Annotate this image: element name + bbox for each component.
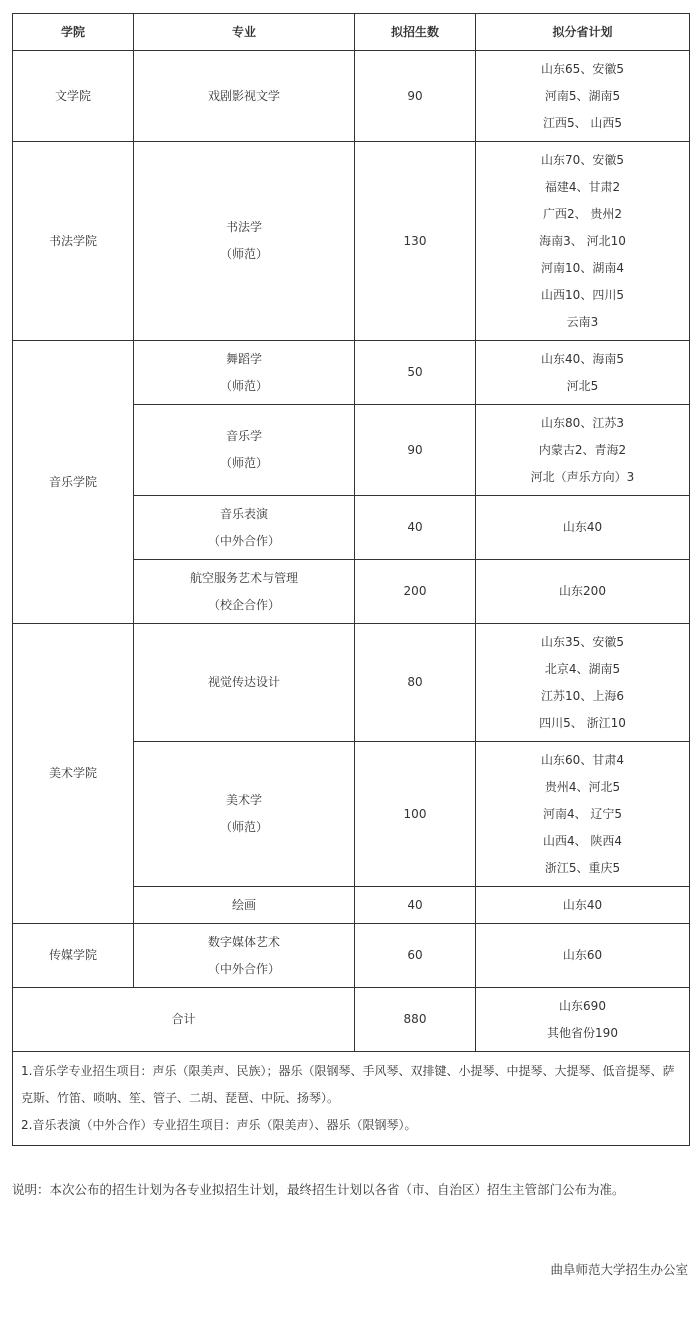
notes-row [13,1052,690,1146]
province-plan-line: 北京4、湖南5 [544,661,621,676]
college-cell: 美术学院 [13,624,134,924]
major-name-line: 绘画 [231,897,256,912]
total-plan-line: 其他省份190 [547,1025,618,1040]
province-plan-line: 广西2、 贵州2 [542,206,623,221]
college-cell: 音乐学院 [13,341,134,624]
count-cell: 130 [355,142,476,341]
table-row [13,142,690,341]
college-cell: 书法学院 [13,142,134,341]
header-province-plan: 拟分省计划 [476,14,690,51]
count-cell: 100 [355,742,476,887]
total-plan-line: 山东690 [559,998,606,1013]
count-cell: 40 [355,887,476,924]
major-cell [134,924,355,988]
province-plan-line: 河北5 [566,378,599,393]
explanation-text: 说明：本次公布的招生计划为各专业拟招生计划，最终招生计划以各省（市、自治区）招生主管部门公布为准。 [12,1182,625,1197]
major-cell [134,496,355,560]
major-name-line: （师范） [219,820,268,834]
major-cell [134,405,355,496]
count-cell: 90 [355,51,476,142]
major-name-line: 视觉传达设计 [207,675,280,689]
major-name-line: 音乐学 [225,429,262,443]
table-row [13,924,690,988]
admission-plan-table-container [12,13,689,1146]
province-plan-line: 山西4、 陕西4 [542,833,623,848]
count-cell: 80 [355,624,476,742]
province-plan-cell [476,624,690,742]
count-cell: 40 [355,496,476,560]
total-label: 合计 [13,988,355,1052]
province-plan-line: 山东40 [562,897,603,912]
total-count: 880 [355,988,476,1052]
major-cell [134,51,355,142]
province-plan-line: 云南3 [566,314,599,329]
count-cell: 200 [355,560,476,624]
major-name-line: （师范） [219,247,268,261]
admission-plan-table [12,13,690,1146]
table-row [13,341,690,405]
province-plan-line: 江苏10、上海6 [541,688,624,703]
province-plan-line: 山东35、安徽5 [541,634,624,649]
total-province-plan [476,988,690,1052]
province-plan-line: 山东40 [562,520,603,534]
province-plan-cell [476,924,690,988]
province-plan-line: 海南3、 河北10 [539,233,626,248]
major-cell [134,624,355,742]
province-plan-line: 河南10、湖南4 [541,260,624,275]
count-cell: 50 [355,341,476,405]
province-plan-line: 山东70、安徽5 [541,152,624,167]
province-plan-cell [476,51,690,142]
count-cell: 60 [355,924,476,988]
note-line: 1.音乐学专业招生项目：声乐（限美声、民族）；器乐（限钢琴、手风琴、双排键、小提琴、中提琴、大提琴、低音提琴、萨克斯、竹笛、唢呐、笙、管子、二胡、琵琶、中阮、扬琴）。 [21,1064,675,1105]
province-plan-line: 山东60、甘肃4 [541,752,624,767]
major-name-line: 美术学 [225,793,262,807]
header-major: 专业 [134,14,355,51]
major-name-line: （校企合作） [207,597,280,612]
province-plan-line: 山西10、四川5 [541,287,624,302]
major-name-line: （师范） [219,378,268,393]
province-plan-line: 山东65、安徽5 [541,61,624,76]
major-name-line: （中外合作） [207,961,280,976]
province-plan-line: 河南5、湖南5 [544,88,621,103]
major-name-line: （师范） [219,456,268,470]
province-plan-line: 山东80、江苏3 [541,415,624,430]
province-plan-line: 河南4、 辽宁5 [542,806,623,821]
major-name-line: 数字媒体艺术 [207,934,280,949]
province-plan-line: 河北（声乐方向）3 [530,469,635,484]
college-cell: 文学院 [13,51,134,142]
major-name-line: 音乐表演 [219,506,268,521]
province-plan-cell [476,560,690,624]
major-name-line: 舞蹈学 [225,351,262,366]
header-count: 拟招生数 [355,14,476,51]
major-name-line: 戏剧影视文学 [207,88,280,103]
major-cell [134,341,355,405]
major-name-line: 航空服务艺术与管理 [189,570,298,585]
major-cell [134,742,355,887]
college-cell: 传媒学院 [13,924,134,988]
signature-text: 曲阜师范大学招生办公室 [550,1262,688,1277]
total-row [13,988,690,1052]
province-plan-line: 山东60 [562,948,603,962]
major-cell [134,887,355,924]
province-plan-line: 贵州4、河北5 [544,779,621,794]
province-plan-cell [476,405,690,496]
table-body [13,51,690,1146]
table-row [13,624,690,742]
province-plan-line: 江西5、 山西5 [542,115,623,130]
major-cell [134,142,355,341]
notes-cell [13,1052,690,1146]
count-cell: 90 [355,405,476,496]
major-name-line: 书法学 [225,220,262,234]
table-row [13,51,690,142]
header-college: 学院 [13,14,134,51]
province-plan-line: 四川5、 浙江10 [539,715,626,730]
major-cell [134,560,355,624]
province-plan-line: 浙江5、重庆5 [544,860,621,875]
province-plan-line: 内蒙古2、青海2 [538,442,627,457]
major-name-line: （中外合作） [207,533,280,548]
table-header-row [13,14,690,51]
province-plan-line: 山东40、海南5 [541,351,624,366]
province-plan-cell [476,142,690,341]
province-plan-cell [476,496,690,560]
province-plan-cell [476,341,690,405]
province-plan-line: 山东200 [559,584,606,598]
province-plan-line: 福建4、甘肃2 [544,179,621,194]
province-plan-cell [476,742,690,887]
province-plan-cell [476,887,690,924]
note-line: 2.音乐表演（中外合作）专业招生项目：声乐（限美声）、器乐（限钢琴）。 [21,1118,417,1132]
